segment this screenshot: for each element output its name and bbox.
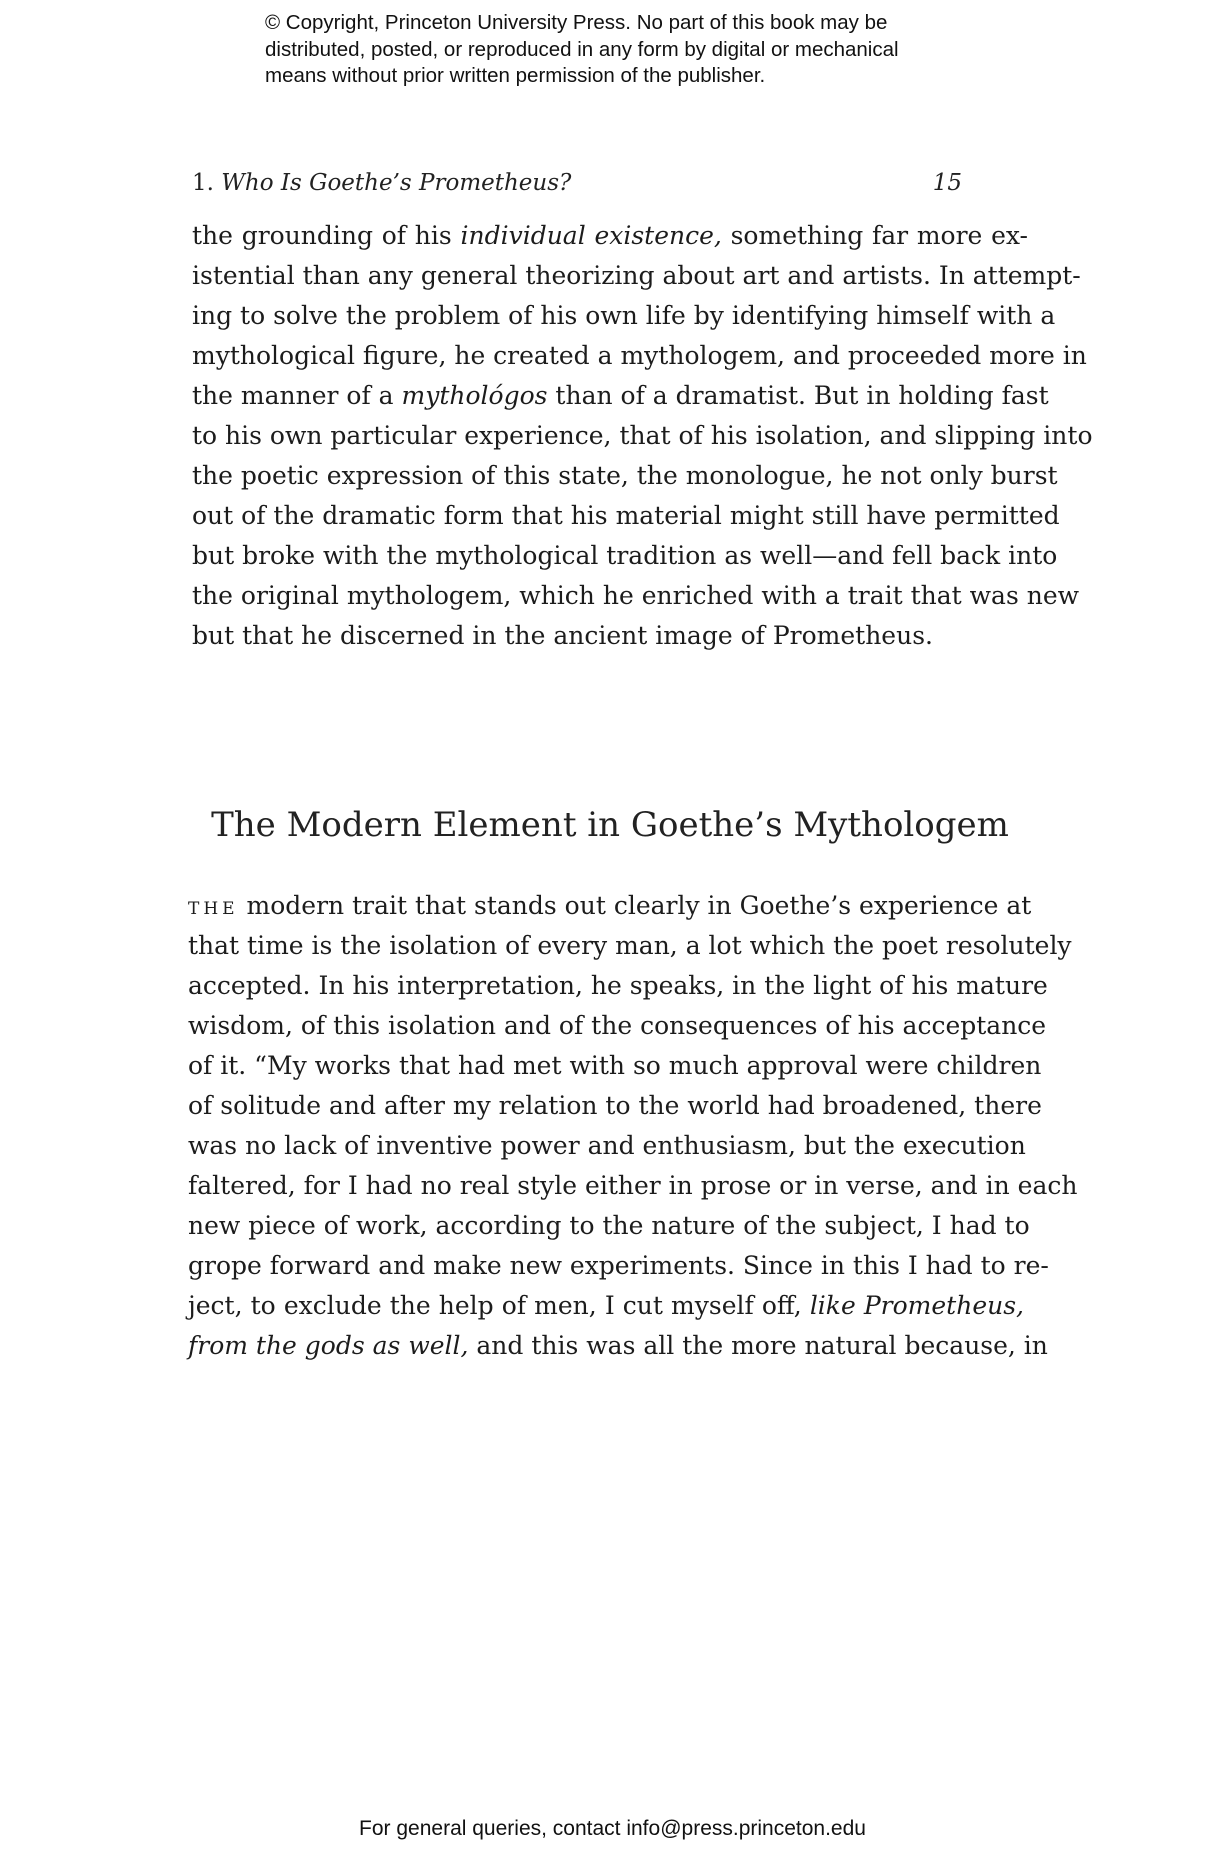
text-line xyxy=(188,1166,1078,1206)
text-line xyxy=(188,1126,1024,1166)
text-line xyxy=(188,1046,1042,1086)
footer-contact: For general queries, contact info@press.princeton.edu xyxy=(359,1817,866,1840)
text-line xyxy=(192,256,1081,296)
text-run: ing to solve the problem of his own life by identifying himself with a xyxy=(192,301,1056,330)
text-run: was no lack of inventive power and enthusiasm, but the execution xyxy=(188,1131,1026,1160)
text-run: new piece of work, according to the nature of the subject, I had to xyxy=(188,1211,1030,1240)
text-line xyxy=(188,886,1032,926)
paragraph-1 xyxy=(192,216,1093,656)
text-line xyxy=(192,336,1087,376)
text-line xyxy=(188,966,1048,1006)
text-run: wisdom, of this isolation and of the consequences of his acceptance xyxy=(188,1011,1047,1040)
text-line xyxy=(192,496,1060,536)
text-line xyxy=(188,1246,1049,1286)
text-run: something far more ex- xyxy=(721,221,1028,250)
text-run: the grounding of his xyxy=(192,221,461,250)
text-line xyxy=(192,576,1080,616)
text-run: that time is the isolation of every man, a lot which the poet resolutely xyxy=(188,931,1072,960)
text-line xyxy=(188,1286,1024,1326)
text-line xyxy=(192,216,1028,256)
text-line xyxy=(188,1326,1048,1366)
text-run: istential than any general theorizing about art and artists. In attempt- xyxy=(192,261,1081,290)
text-line xyxy=(188,1086,1042,1126)
text-run: modern trait that stands out clearly in Goethe’s experience at xyxy=(238,891,1032,920)
text-run: but that he discerned in the ancient image of Prometheus. xyxy=(192,621,933,650)
chapter-title: Who Is Goethe’s Prometheus? xyxy=(221,170,572,196)
text-run: to his own particular experience, that of his isolation, and slipping into xyxy=(192,421,1093,450)
text-run: the manner of a xyxy=(192,381,402,410)
section-heading: The Modern Element in Goethe’s Mythologem xyxy=(211,805,1009,845)
text-run: out of the dramatic form that his material might still have permitted xyxy=(192,501,1060,530)
italic-run: from the gods as well, xyxy=(188,1331,469,1360)
text-run: and this was all the more natural because, in xyxy=(468,1331,1048,1360)
running-head xyxy=(192,170,962,196)
text-run: but broke with the mythological tradition as well—and fell back into xyxy=(192,541,1058,570)
text-line xyxy=(192,616,1028,656)
text-run: ject, to exclude the help of men, I cut myself off, xyxy=(188,1291,810,1320)
text-run: mythological figure, he created a mythologem, and proceeded more in xyxy=(192,341,1087,370)
text-line xyxy=(188,1206,1030,1246)
italic-run: mythológos xyxy=(401,381,548,410)
text-run: of it. “My works that had met with so much approval were children xyxy=(188,1051,1042,1080)
paragraph-2 xyxy=(188,886,1078,1366)
text-run: the original mythologem, which he enriched with a trait that was new xyxy=(192,581,1080,610)
text-line xyxy=(188,926,1072,966)
text-line xyxy=(192,416,1093,456)
text-run: accepted. In his interpretation, he speaks, in the light of his mature xyxy=(188,971,1048,1000)
text-line xyxy=(192,456,1058,496)
text-line xyxy=(192,536,1058,576)
text-line xyxy=(192,296,1056,336)
text-run: faltered, for I had no real style either in prose or in verse, and in each xyxy=(188,1171,1078,1200)
page-number: 15 xyxy=(932,170,962,196)
text-line xyxy=(188,1006,1047,1046)
small-caps-run: THE xyxy=(188,899,239,919)
copyright-notice: © Copyright, Princeton University Press. No part of this book may be distributed, posted, or reproduced in any form by digital or mechanical means without prior written permission of the publisher. xyxy=(265,11,899,87)
italic-run: like Prometheus, xyxy=(809,1291,1024,1320)
chapter-number: 1. xyxy=(192,170,214,196)
italic-run: individual existence, xyxy=(460,221,722,250)
text-line xyxy=(192,376,1049,416)
text-run: of solitude and after my relation to the world had broadened, there xyxy=(188,1091,1042,1120)
text-run: than of a dramatist. But in holding fast xyxy=(547,381,1049,410)
text-run: grope forward and make new experiments. Since in this I had to re- xyxy=(188,1251,1049,1280)
text-run: the poetic expression of this state, the monologue, he not only burst xyxy=(192,461,1058,490)
